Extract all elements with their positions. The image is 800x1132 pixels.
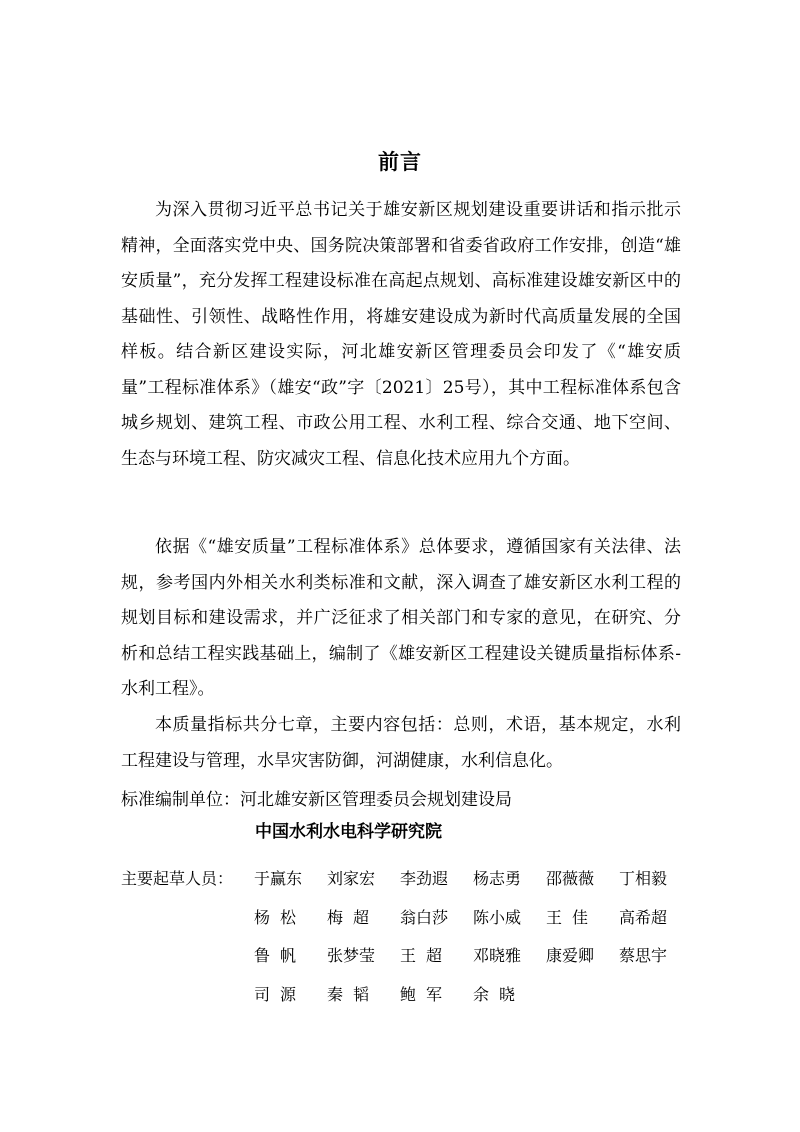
drafter-name: 于赢东 — [254, 869, 303, 888]
drafter-name: 陈小威 — [473, 907, 522, 927]
page-title: 前言 — [378, 150, 422, 174]
compiling-unit-2: 中国水利水电科学研究院 — [255, 822, 442, 842]
drafter-name: 秦韬 — [327, 984, 369, 1004]
compiling-unit-1: 河北雄安新区管理委员会规划建设局 — [240, 790, 512, 810]
drafter-name: 邓晓雅 — [473, 946, 522, 965]
paragraph-contents: 本质量指标共分七章，主要内容包括：总则，术语，基本规定，水利工程建设与管理，水旱灾害防御，河湖健康，水利信息化。 — [121, 715, 681, 771]
drafter-name: 康爱卿 — [546, 946, 595, 965]
drafter-name: 杨松 — [254, 907, 296, 927]
drafter-name: 翁白莎 — [400, 907, 449, 927]
drafter-name: 鲁帆 — [254, 946, 296, 965]
drafters-label: 主要起草人员： — [121, 869, 234, 888]
drafter-name: 王超 — [400, 946, 442, 965]
drafter-name: 蔡思宇 — [619, 946, 668, 965]
drafter-name: 杨志勇 — [473, 869, 522, 888]
drafter-name: 余晓 — [473, 984, 515, 1004]
drafter-name: 高希超 — [619, 907, 668, 927]
compiling-unit-label: 标准编制单位： — [121, 790, 240, 810]
drafter-name: 梅超 — [327, 907, 369, 927]
paragraph-basis: 依据《“雄安质量”工程标准体系》总体要求，遵循国家有关法律、法规，参考国内外相关水利类标准和文献，深入调查了雄安新区水利工程的规划目标和建设需求，并广泛征求了相关部门和专家的意见，在研究、分析和总结工程实践基础上，编制了《雄安新区工程建设关键质量指标体系-水利工程》。 — [121, 537, 681, 699]
drafter-name: 鲍军 — [400, 984, 442, 1004]
drafter-name: 李劲遐 — [400, 869, 449, 888]
paragraph-background: 为深入贯彻习近平总书记关于雄安新区规划建设重要讲话和指示批示精神，全面落实党中央、国务院决策部署和省委省政府工作安排，创造“雄安质量”，充分发挥工程建设标准在高起点规划、高标准建设雄安新区中的基础性、引领性、战略性作用，将雄安建设成为新时代高质量发展的全国样板。结合新区建设实际，河北雄安新区管理委员会印发了《“雄安质量”工程标准体系》（雄安“政”字〔2021〕25号），其中工程标准体系包含城乡规划、建筑工程、市政公用工程、水利工程、综合交通、地下空间、生态与环境工程、防灾减灾工程、信息化技术应用九个方面。 — [121, 200, 681, 469]
drafter-name: 邵薇薇 — [546, 869, 595, 888]
drafter-name: 司源 — [254, 984, 296, 1004]
drafter-name: 张梦莹 — [327, 946, 376, 965]
drafter-name: 丁相毅 — [619, 869, 668, 888]
drafter-name: 王佳 — [546, 907, 588, 927]
compiling-unit-row — [121, 783, 512, 819]
drafter-name: 刘家宏 — [327, 869, 376, 888]
